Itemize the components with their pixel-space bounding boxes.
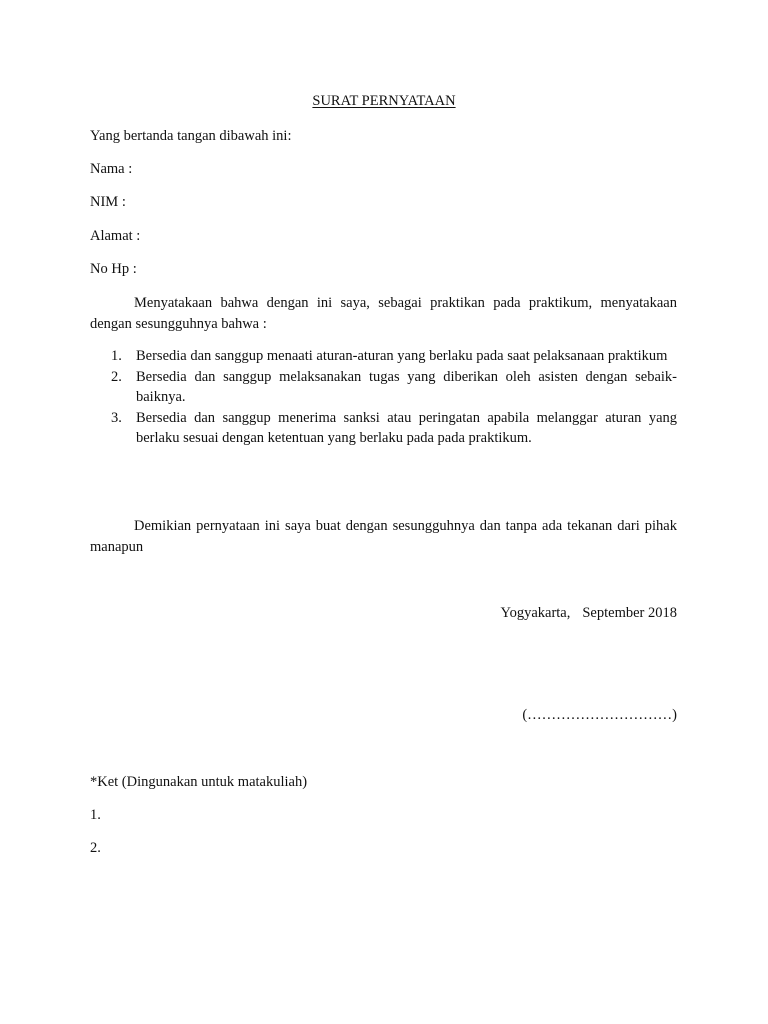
place-text: Yogyakarta, — [500, 605, 571, 621]
list-item-number: 3. — [111, 409, 122, 426]
list-item-text: Bersedia dan sanggup menerima sanksi atau peringatan apabila melanggar aturan yang berlaku sesuai dengan ketentuan yang berlaku pada pada praktikum. — [136, 409, 677, 446]
statement-paragraph: Menyatakaan bahwa dengan ini saya, sebagai praktikan pada praktikum, menyatakaan dengan sesungguhnya bahwa : — [90, 295, 677, 332]
list-item-number: 2. — [111, 368, 122, 385]
list-item-text: Bersedia dan sanggup menaati aturan-aturan yang berlaku pada saat pelaksanaan praktikum — [136, 348, 668, 364]
closing-paragraph: Demikian pernyataan ini saya buat dengan sesungguhnya dan tanpa ada tekanan dari pihak manapun — [90, 518, 677, 555]
note-title: *Ket (Dingunakan untuk matakuliah) — [90, 774, 308, 790]
field-nim: NIM : — [90, 194, 126, 210]
field-no-hp: No Hp : — [90, 261, 137, 277]
list-item — [90, 408, 677, 449]
document-title: SURAT PERNYATAAN — [312, 93, 456, 109]
list-item — [90, 367, 677, 408]
list-item-text: Bersedia dan sanggup melaksanakan tugas yang diberikan oleh asisten dengan sebaik-baiknya. — [136, 368, 677, 405]
signature-line: (…………………………) — [522, 707, 677, 723]
statement-list — [90, 346, 677, 449]
date-text: September 2018 — [582, 605, 677, 621]
field-alamat: Alamat : — [90, 228, 141, 244]
list-item-number: 1. — [111, 348, 122, 364]
field-nama: Nama : — [90, 161, 133, 177]
note-item-1: 1. — [90, 807, 101, 823]
note-item-2: 2. — [90, 840, 101, 856]
place-date — [501, 604, 677, 622]
list-item — [90, 346, 677, 367]
intro-text: Yang bertanda tangan dibawah ini: — [90, 128, 292, 144]
